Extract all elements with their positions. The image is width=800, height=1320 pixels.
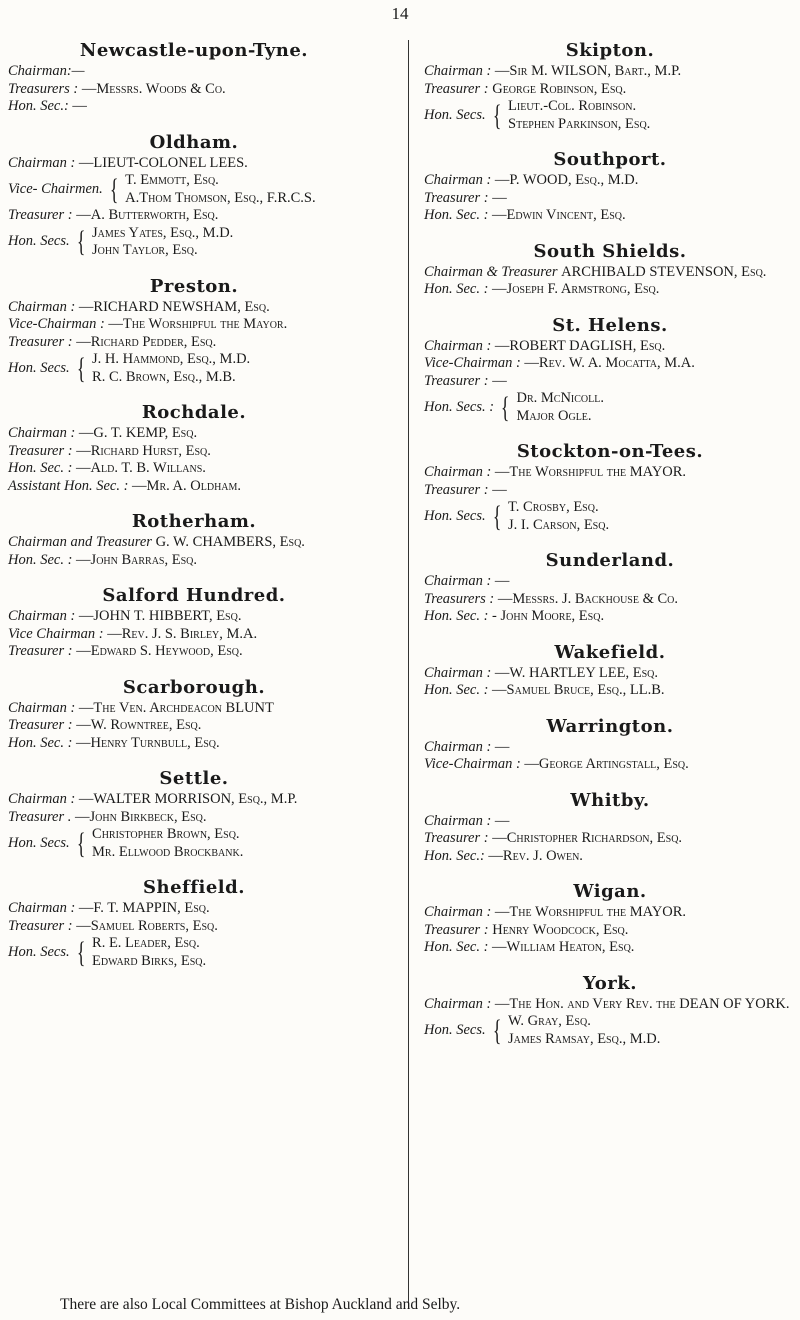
entry-line: [8, 717, 380, 735]
entry-value: —: [494, 573, 510, 589]
names: R. E. Leader, Esq. Edward Birks, Esq.: [92, 935, 207, 969]
entry-line: [8, 552, 380, 570]
entry-line: [8, 334, 380, 352]
section-title: Whitby.: [570, 789, 650, 811]
entry-line: [424, 848, 796, 866]
committee-section: [8, 768, 380, 861]
role-label: Chairman:—: [8, 63, 85, 79]
brace-glyph: {: [76, 826, 86, 860]
role-label: Chairman :: [424, 812, 492, 829]
committee-section: [8, 585, 380, 661]
role-label: Treasurer :: [424, 189, 489, 206]
entry-line: [8, 608, 380, 626]
section-title: Sunderland.: [545, 550, 675, 571]
names: T. Crosby, Esq. J. I. Carson, Esq.: [508, 499, 610, 533]
committee-section: [424, 149, 796, 225]
entry-line: [8, 900, 380, 918]
section-title: Stockton-on-Tees.: [516, 441, 704, 462]
names: Christopher Brown, Esq. Mr. Ellwood Brockbank.: [92, 826, 244, 860]
role-label: Chairman :: [424, 464, 492, 480]
entry-value: —Joseph F. Armstrong, Esq.: [492, 281, 660, 297]
role-label: Chairman :: [424, 337, 492, 354]
section-title: South Shields.: [533, 240, 687, 262]
entry-line: [424, 373, 796, 391]
section-title: Newcastle-upon-Tyne.: [79, 40, 309, 61]
role-label: Hon. Sec.:: [424, 847, 485, 864]
role-label: Treasurer :: [424, 372, 489, 389]
names: Dr. McNicoll. Major Ogle.: [516, 390, 604, 424]
bracketed-entry: [424, 98, 796, 133]
entry-line: [424, 739, 796, 757]
committee-section: [424, 881, 796, 957]
role-label: Treasurers :: [8, 80, 79, 97]
entry-line: [424, 63, 796, 81]
committee-section: [8, 511, 380, 569]
committee-section: [424, 550, 796, 626]
brace-glyph: {: [492, 499, 502, 533]
committee-section: [8, 877, 380, 970]
entry-value: —P. WOOD, Esq., M.D.: [494, 172, 639, 188]
entry-line: [424, 573, 796, 591]
committee-section: [424, 441, 796, 534]
entry-line: [8, 643, 380, 661]
role-label: Hon. Sec.:: [8, 98, 69, 114]
role-label: Hon. Secs.: [424, 1021, 486, 1038]
entry-value: - John Moore, Esq.: [492, 608, 605, 624]
entry-line: [8, 63, 380, 81]
bracketed-entry: [424, 390, 796, 425]
role-label: Hon. Secs. :: [424, 398, 495, 415]
entry-line: [8, 735, 380, 753]
names: T. Emmott, Esq. A.Thom Thomson, Esq., F.R.C.S.: [125, 172, 316, 206]
entry-line: [8, 299, 380, 317]
entry-line: [424, 464, 796, 482]
bracketed-entry: [8, 826, 380, 861]
committee-section: [424, 241, 796, 299]
role-label: Hon. Sec. :: [8, 734, 73, 751]
role-label: Hon. Sec. :: [8, 460, 73, 476]
entry-value: —Ald. T. B. Willans.: [76, 460, 206, 476]
entry-line: [424, 264, 796, 282]
section-title: Skipton.: [565, 40, 655, 61]
role-label: Chairman :: [8, 154, 76, 171]
entry-line: [424, 591, 796, 609]
entry-line: [424, 904, 796, 922]
page-number: 14: [391, 4, 409, 23]
section-title: Sheffield.: [142, 877, 245, 898]
brace-glyph: {: [76, 225, 86, 258]
role-label: Hon. Secs.: [424, 507, 486, 524]
committee-section: [424, 790, 796, 866]
role-label: Vice Chairman :: [8, 625, 104, 642]
entry-value: —RICHARD NEWSHAM, Esq.: [78, 298, 270, 315]
role-label: Vice- Chairmen.: [8, 180, 103, 197]
role-label: Treasurer :: [424, 481, 489, 498]
role-label: Hon. Sec. :: [424, 682, 489, 698]
entry-line: [424, 665, 796, 683]
entry-value: —Henry Turnbull, Esq.: [76, 734, 220, 751]
committee-section: [424, 40, 796, 133]
committee-section: [8, 40, 380, 116]
role-label: Hon. Sec. :: [424, 207, 489, 223]
entry-value: —F. T. MAPPIN, Esq.: [78, 900, 210, 916]
section-title: Settle.: [159, 768, 229, 789]
entry-line: [8, 460, 380, 478]
role-label: Hon. Sec. :: [424, 281, 489, 297]
footer-note: There are also Local Committees at Bishop Auckland and Selby.: [60, 1296, 461, 1313]
entry-value: —ROBERT DAGLISH, Esq.: [494, 337, 666, 354]
entry-value: —Edwin Vincent, Esq.: [492, 207, 626, 223]
entry-line: [8, 534, 380, 552]
role-label: Vice-Chairman :: [424, 756, 521, 772]
entry-value: —Samuel Bruce, Esq., LL.B.: [492, 682, 665, 698]
entry-line: [8, 425, 380, 443]
section-title: Rotherham.: [131, 511, 257, 532]
entry-line: [424, 830, 796, 848]
entry-line: [424, 813, 796, 831]
bracketed-entry: [8, 935, 380, 970]
role-label: Treasurer :: [8, 717, 73, 733]
role-label: Chairman :: [8, 298, 76, 315]
entry-line: [8, 918, 380, 936]
entry-line: [8, 809, 380, 827]
role-label: Chairman :: [8, 608, 76, 624]
entry-line: [8, 478, 380, 496]
role-label: Chairman and Treasurer: [8, 534, 152, 550]
section-title: Rochdale.: [141, 402, 247, 423]
role-label: Hon. Sec. :: [424, 939, 489, 955]
entry-line: [424, 608, 796, 626]
role-label: Assistant Hon. Sec. :: [8, 477, 129, 494]
entry-value: —Rev. W. A. Mocatta, M.A.: [524, 355, 695, 371]
section-title: Wakefield.: [554, 641, 666, 663]
role-label: Treasurer :: [424, 830, 489, 846]
names: Lieut.-Col. Robinson. Stephen Parkinson, Esq.: [508, 98, 651, 132]
role-label: Treasurer :: [8, 917, 73, 934]
entry-line: [424, 81, 796, 99]
role-label: Treasurer :: [8, 207, 73, 223]
entry-line: [424, 338, 796, 356]
role-label: Treasurer :: [8, 643, 73, 659]
section-title: Southport.: [553, 149, 667, 170]
section-title: Salford Hundred.: [102, 585, 286, 606]
section-title: St. Helens.: [552, 314, 668, 336]
entry-value: —Rev. J. S. Birley, M.A.: [107, 625, 258, 642]
entry-line: [424, 281, 796, 299]
entry-value: —Mr. A. Oldham.: [132, 477, 242, 494]
entry-value: ARCHIBALD STEVENSON, Esq.: [561, 263, 767, 280]
brace-glyph: {: [500, 390, 510, 424]
role-label: Hon. Sec. :: [424, 608, 489, 624]
committee-section: [424, 642, 796, 700]
role-label: Hon. Secs.: [8, 359, 70, 376]
role-label: Vice-Chairman :: [8, 316, 105, 332]
role-label: Chairman & Treasurer: [424, 263, 558, 280]
entry-value: —A. Butterworth, Esq.: [76, 207, 219, 223]
entry-value: —: [492, 372, 507, 389]
role-label: Treasurers :: [424, 590, 495, 607]
role-label: Chairman :: [8, 699, 76, 716]
committee-section: [8, 677, 380, 753]
entry-value: G. W. CHAMBERS, Esq.: [155, 534, 305, 550]
entry-value: —The Worshipful the Mayor.: [108, 316, 288, 332]
entry-line: [8, 98, 380, 116]
role-label: Treasurer :: [8, 442, 73, 459]
entry-line: [424, 482, 796, 500]
section-title: Oldham.: [149, 131, 239, 153]
committee-section: [8, 276, 380, 387]
entry-value: —The Worshipful the MAYOR.: [494, 904, 687, 920]
entry-line: [424, 922, 796, 940]
column-divider: [408, 40, 409, 1308]
section-title: York.: [582, 972, 637, 994]
entry-line: [8, 316, 380, 334]
committee-section: [424, 315, 796, 426]
role-label: Hon. Secs.: [8, 834, 70, 851]
entry-value: —John Barras, Esq.: [76, 551, 198, 568]
bracketed-entry: [8, 225, 380, 260]
role-label: Vice-Chairman :: [424, 355, 521, 371]
section-title: Scarborough.: [122, 676, 266, 698]
bracketed-entry: [8, 172, 380, 207]
entry-value: —WALTER MORRISON, Esq., M.P.: [78, 791, 298, 807]
brace-glyph: {: [76, 935, 86, 969]
entry-value: —LIEUT-COLONEL LEES.: [78, 154, 248, 171]
brace-glyph: {: [492, 1013, 502, 1047]
entry-line: [8, 81, 380, 99]
entry-value: —The Ven. Archdeacon BLUNT: [78, 699, 274, 716]
entry-value: —Messrs. J. Backhouse & Co.: [497, 590, 679, 607]
entry-value: —W. HARTLEY LEE, Esq.: [494, 664, 658, 681]
section-title: Warrington.: [546, 715, 674, 737]
role-label: Treasurer .: [8, 808, 72, 825]
role-label: Treasurer :: [424, 80, 489, 97]
entry-line: [8, 443, 380, 461]
entry-value: —Sir M. WILSON, Bart., M.P.: [494, 63, 682, 79]
brace-glyph: {: [76, 351, 86, 385]
names: W. Gray, Esq. James Ramsay, Esq., M.D.: [508, 1013, 661, 1047]
entry-value: —: [494, 812, 510, 829]
role-label: Chairman :: [424, 664, 492, 681]
section-title: Wigan.: [573, 881, 647, 902]
entry-line: [424, 207, 796, 225]
role-label: Chairman :: [424, 63, 492, 79]
entry-value: —: [72, 98, 87, 114]
committee-section: [424, 716, 796, 774]
entry-line: [424, 756, 796, 774]
brace-glyph: {: [492, 98, 502, 132]
role-label: Chairman :: [424, 573, 492, 589]
entry-value: —W. Rowntree, Esq.: [76, 717, 202, 733]
entry-value: —: [492, 189, 507, 206]
role-label: Chairman :: [424, 738, 492, 755]
role-label: Chairman :: [424, 995, 492, 1012]
entry-value: —G. T. KEMP, Esq.: [78, 425, 198, 441]
role-label: Hon. Secs.: [8, 233, 70, 250]
entry-value: —Edward S. Heywood, Esq.: [76, 643, 243, 659]
names: James Yates, Esq., M.D. John Taylor, Esq.: [92, 224, 234, 258]
bracketed-entry: [424, 1013, 796, 1048]
entry-line: [8, 791, 380, 809]
role-label: Chairman :: [8, 900, 76, 916]
bracketed-entry: [424, 499, 796, 534]
entry-value: —John Birkbeck, Esq.: [75, 808, 207, 825]
entry-line: [424, 190, 796, 208]
entry-line: [424, 682, 796, 700]
entry-line: [8, 207, 380, 225]
names: J. H. Hammond, Esq., M.D. R. C. Brown, Esq., M.B.: [92, 351, 251, 385]
entry-value: —Richard Pedder, Esq.: [76, 333, 217, 350]
committee-section: [8, 132, 380, 260]
entry-value: —Richard Hurst, Esq.: [76, 442, 211, 459]
entry-value: —: [492, 481, 507, 498]
bracketed-entry: [8, 351, 380, 386]
role-label: Chairman :: [424, 172, 492, 188]
right-column: [424, 40, 796, 1048]
entry-value: —Samuel Roberts, Esq.: [76, 917, 218, 934]
role-label: Treasurer :: [8, 333, 73, 350]
entry-value: —William Heaton, Esq.: [492, 939, 635, 955]
brace-glyph: {: [109, 172, 119, 206]
section-title: Preston.: [149, 275, 239, 297]
entry-line: [8, 155, 380, 173]
entry-value: George Robinson, Esq.: [492, 80, 627, 97]
role-label: Chairman :: [424, 904, 492, 920]
entry-line: [424, 172, 796, 190]
entry-line: [424, 996, 796, 1014]
entry-value: —The Worshipful the MAYOR.: [494, 464, 687, 480]
entry-line: [8, 700, 380, 718]
entry-value: —Rev. J. Owen.: [488, 847, 583, 864]
entry-line: [424, 355, 796, 373]
entry-value: Henry Woodcock, Esq.: [492, 921, 629, 938]
entry-value: —George Artingstall, Esq.: [524, 756, 689, 772]
role-label: Treasurer :: [424, 921, 489, 938]
entry-value: —: [494, 738, 510, 755]
entry-value: —The Hon. and Very Rev. the DEAN OF YORK.: [494, 995, 790, 1012]
entry-line: [8, 626, 380, 644]
entry-value: —Christopher Richardson, Esq.: [492, 830, 683, 846]
entry-value: —Messrs. Woods & Co.: [81, 80, 226, 97]
role-label: Hon. Secs.: [424, 106, 486, 123]
role-label: Chairman :: [8, 791, 76, 807]
committee-section: [424, 973, 796, 1049]
role-label: Hon. Secs.: [8, 943, 70, 960]
left-column: [8, 40, 380, 970]
role-label: Hon. Sec. :: [8, 551, 73, 568]
entry-value: —JOHN T. HIBBERT, Esq.: [78, 608, 242, 624]
role-label: Chairman :: [8, 425, 76, 441]
committee-section: [8, 402, 380, 495]
entry-line: [424, 939, 796, 957]
